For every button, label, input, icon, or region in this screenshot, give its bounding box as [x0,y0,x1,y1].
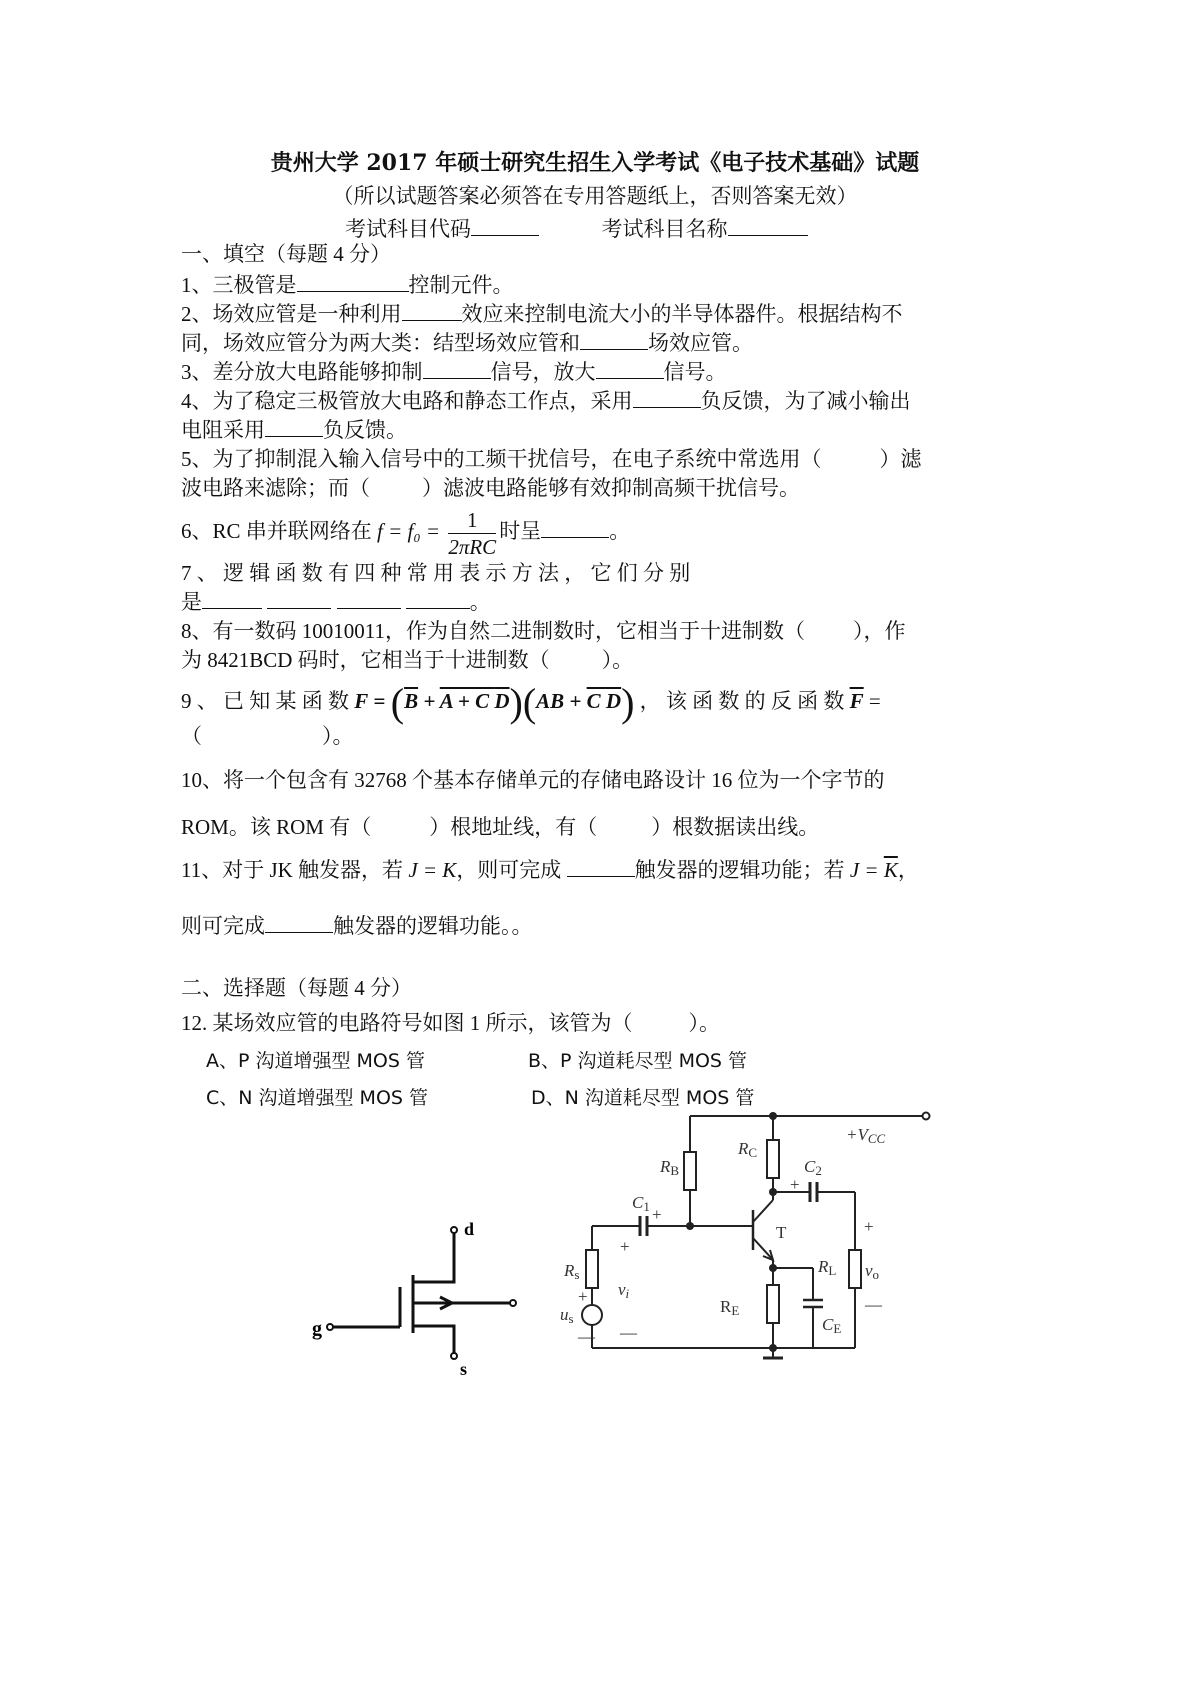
subject-code-line [345,213,808,243]
drain-label: d [464,1219,475,1239]
q7-text-end: 。 [469,590,491,614]
gate-label: g [312,1318,322,1340]
rs-label: Rs [564,1261,580,1282]
q10-text-3: ）根地址线，有（ [429,815,598,839]
us-label: us [560,1305,574,1326]
q9-inverse-F: $\overline{F}$ [849,689,864,713]
vcc-terminal [923,1113,930,1120]
question-6 [181,503,630,560]
q4-blank-1 [633,387,701,408]
drain-lead [413,1233,454,1282]
question-7-line2 [181,588,491,616]
mosfet-symbol [312,1205,520,1385]
q5-text-3: 波电路来滤除；而（ [181,476,370,500]
source-label: s [460,1359,468,1379]
q2-text-2: 效应来控制电流大小的半导体器件。根据结构不 [461,302,903,326]
q7-text-2: 是 [181,590,202,614]
q6-text: 6、RC 串并联网络在 [181,519,372,543]
q9-text-2: ， 该 函 数 的 反 函 数 [639,689,845,713]
q11-condition-2: J = [849,858,879,882]
vi-plus: + [620,1237,630,1256]
q8-text: 8、有一数码 10010011，作为自然二进制数时，它相当于十进制数（ [181,619,805,643]
q3-blank-2 [596,358,664,379]
q2-text: 2、场效应管是一种利用 [181,302,402,326]
subject-name-label: 考试科目名称 [601,217,728,241]
q11-blank-1 [567,856,635,877]
q8-text-2: ），作 [852,619,906,643]
q9-paren-open: （ [181,724,202,748]
question-7-line1 [181,559,690,587]
q11-text-3: 触发器的逻辑功能；若 [634,858,845,882]
q3-text-3: 信号。 [663,360,727,384]
q9-function-F: F [354,689,369,713]
section2-heading: 二、选择题（每题 4 分） [181,976,412,1000]
q6-numerator: 1 [448,507,496,534]
vo-label: vo [865,1261,880,1282]
question-8-line1 [181,617,905,645]
q9-paren-close: ）。 [322,724,354,748]
rl-label: RL [818,1257,837,1278]
re-label: RE [720,1297,740,1318]
section1-heading: 一、填空（每题 4 分） [181,242,391,266]
question-4-line1 [181,387,911,415]
ce-label: CE [822,1315,842,1336]
subject-code-label: 考试科目代码 [345,217,471,241]
question-12-stem [181,1009,720,1037]
q4-text-3: 电阻采用 [181,418,265,442]
q6-text-end: 。 [609,519,631,543]
q8-text-3: 为 8421BCD 码时，它相当于十进制数（ [181,648,550,672]
q1-blank [297,271,409,292]
q11-text-4: 则可完成 [181,914,265,938]
q6-fraction [448,507,496,560]
q2-text-4: 场效应管。 [648,331,753,355]
question-1 [181,271,514,299]
amplifier-circuit [560,1100,960,1390]
q8-text-4: ）。 [601,648,634,672]
q11-condition-1: J = K [408,858,457,882]
q1-text: 1、三极管是 [181,273,297,297]
question-5-line1 [181,445,922,473]
question-10-line1 [181,766,885,794]
q5-text-4: ）滤波电路能够有效抑制高频干扰信号。 [422,476,800,500]
question-11-line2 [181,912,533,940]
drain-terminal [451,1227,457,1233]
exam-title: 贵州大学 2017 年硕士研究生招生入学考试《电子技术基础》试题 [270,150,920,176]
q11-blank-2 [265,912,333,933]
q3-blank-1 [423,358,491,379]
resistor-rc [767,1140,779,1178]
source-lead [413,1326,454,1353]
q6-text-2: 时呈 [499,519,542,543]
q3-text-2: 信号，放大 [490,360,596,384]
q4-text-2: 负反馈，为了减小输出 [700,389,911,413]
question-2-line1 [181,300,903,328]
subject-code-blank [471,215,539,236]
option-b[interactable]: B、P 沟道耗尽型 MOS 管 [528,1050,748,1072]
vo-plus: + [864,1217,874,1236]
q10-text-4: ）根数据读出线。 [651,815,820,839]
q7-blank-2 [267,588,331,609]
vi-minus: — [620,1323,637,1342]
q4-text-4: 负反馈。 [323,418,407,442]
option-d[interactable]: D、N 沟道耗尽型 MOS 管 [531,1087,755,1109]
question-5-line2 [181,474,800,502]
q11-text-2: ，则可完成 [456,858,562,882]
q7-text: 7 、 逻 辑 函 数 有 四 种 常 用 表 示 方 法 ， 它 们 分 别 [181,561,691,585]
c2-plus: + [790,1175,800,1194]
question-9-line2 [181,722,354,750]
question-4-line2 [181,416,407,444]
option-a[interactable]: A、P 沟道增强型 MOS 管 [206,1050,425,1072]
question-3 [181,358,727,386]
us-minus: — [578,1327,595,1346]
q2-blank-1 [402,300,462,321]
q1-text-end: 控制元件。 [408,273,514,297]
vo-minus: — [865,1295,882,1314]
q2-blank-2 [580,329,648,350]
question-9-line1: 9 、 已 知 某 函 数 $F = (\overline{B} + A + C$ D)(AB + C D) ， 该 函 数 的 反 函 数 $\overline{F}$ = [181,680,881,726]
resistor-re [767,1285,779,1323]
q7-blank-4 [406,588,470,609]
q11-text: 11、对于 JK 触发器，若 [181,858,404,882]
q5-text: 5、为了抑制混入输入信号中的工频干扰信号，在电子系统中常选用（ [181,447,822,471]
q11-text-5: 触发器的逻辑功能。。 [333,914,533,938]
question-8-line2 [181,646,633,674]
q9-equals: = [373,689,386,713]
transistor-label: T [776,1223,787,1242]
c2-label: C2 [804,1157,822,1178]
q4-text: 4、为了稳定三极管放大电路和静态工作点，采用 [181,389,633,413]
gate-terminal [327,1324,333,1330]
q9-term2: AB + C D [536,689,622,713]
subject-name-blank [728,215,808,236]
c1-plus: + [652,1205,662,1224]
q9-text: 9 、 已 知 某 函 数 [181,689,349,713]
q4-blank-2 [265,416,323,437]
q5-text-2: ）滤 [879,447,922,471]
resistor-rl [849,1250,861,1288]
rb-label: RB [660,1157,680,1178]
resistor-rs [586,1250,598,1288]
vi-label: vi [618,1280,630,1301]
q6-formula-lhs: f = f₀ = [377,519,441,543]
option-c[interactable]: C、N 沟道增强型 MOS 管 [206,1087,429,1109]
q12-text: 12. 某场效应管的电路符号如图 1 所示，该管为（ [181,1011,633,1035]
q11-comma: ， [897,858,919,882]
q6-blank [541,517,609,538]
q7-blank-1 [202,588,262,609]
question-2-line2 [181,329,753,357]
q7-blank-3 [337,588,401,609]
q10-text: 10、将一个包含有 32768 个基本存储单元的存储电路设计 16 位为一个字节的 [181,768,885,792]
vcc-label: +VCC [846,1125,886,1146]
q12-text-end: ）。 [688,1011,720,1035]
q10-text-2: ROM。该 ROM 有（ [181,815,372,839]
q9-equals-2: = [868,689,881,713]
source-terminal [451,1353,457,1359]
signal-source-us [582,1305,602,1325]
q9-term1: $\overline{B} + A + C$ D [404,689,510,713]
us-plus: + [578,1287,588,1306]
q11-condition-2-kbar: $\overline{K}$ [883,858,898,882]
substrate-terminal [510,1300,516,1306]
q6-denominator: 2πRC [448,534,497,559]
question-11-line1 [181,856,919,884]
question-10-line2 [181,813,819,841]
resistor-rb [684,1152,696,1190]
q2-text-3: 同，场效应管分为两大类：结型场效应管和 [181,331,580,355]
rc-label: RC [738,1139,758,1160]
exam-subtitle: （所以试题答案必须答在专用答题纸上，否则答案无效） [332,184,858,208]
q3-text: 3、差分放大电路能够抑制 [181,360,423,384]
c1-label: C1 [632,1193,650,1214]
